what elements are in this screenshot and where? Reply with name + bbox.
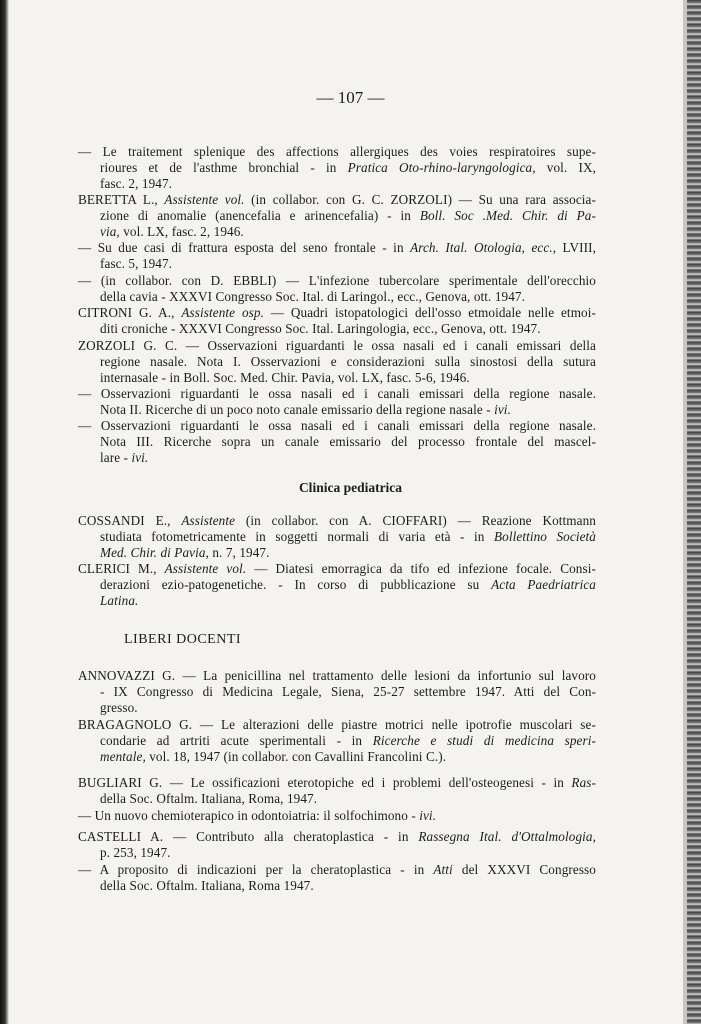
text: n. 7, 1947. xyxy=(208,545,270,560)
text: — Diatesi emorragica da tifo ed infezione focale. Consi- xyxy=(246,561,596,576)
text: ANNOVAZZI G. — La penicillina nel trattamento delle lesioni da infortunio sul lavoro xyxy=(78,668,596,683)
text: — A proposito di indicazioni per la cheratoplastica - in xyxy=(78,862,434,877)
entry-line xyxy=(78,338,596,354)
text: (in collabor. con A. CIOFFARI) — Reazione Kottmann xyxy=(235,513,596,528)
text: - IX Congresso di Medicina Legale, Siena, 25-27 settembre 1947. Atti del Con- xyxy=(100,684,596,699)
text: della Soc. Oftalm. Italiana, Roma 1947. xyxy=(100,878,314,893)
entry-line xyxy=(100,402,596,418)
text: fasc. 2, 1947. xyxy=(100,176,173,191)
entry-line xyxy=(100,845,596,861)
entry-line xyxy=(100,577,596,593)
text: (in collabor. con G. C. ZORZOLI) — Su una rara associa- xyxy=(244,192,597,207)
text: BUGLIARI G. — Le ossificazioni eterotopiche ed i problemi dell'osteogenesi - in xyxy=(78,775,572,790)
text: regione nasale. Nota I. Osservazioni e considerazioni sulla sinostosi della sutura xyxy=(100,354,596,369)
text: zione di anomalie (anencefalia e arinencefalia) - in xyxy=(100,208,420,223)
entry-line xyxy=(100,208,596,224)
section-heading-liberi-docenti: LIBERI DOCENTI xyxy=(124,632,242,647)
entry-line xyxy=(100,878,596,894)
entry-line xyxy=(78,829,596,845)
italic-text: Atti xyxy=(433,862,453,877)
entry-line xyxy=(78,273,596,289)
text: del XXXVI Congresso xyxy=(452,862,596,877)
italic-text: Med. Chir. di Pavia, xyxy=(100,545,209,560)
text: diti croniche - XXXVI Congresso Soc. Ital. Laringologia, ecc., Genova, ott. 1947. xyxy=(100,321,541,336)
entry-line xyxy=(100,321,596,337)
italic-text: ivi. xyxy=(419,808,437,823)
italic-text: via, xyxy=(100,224,120,239)
entry-line xyxy=(100,545,596,561)
italic-text: Latina. xyxy=(100,593,139,608)
italic-text: Rassegna Ital. d'Ottalmologia, xyxy=(418,829,596,844)
text: CITRONI G. A., xyxy=(78,305,182,320)
italic-text: Assistente osp. xyxy=(181,305,264,320)
entry-line xyxy=(100,529,596,545)
entry-line xyxy=(78,862,596,878)
italic-text: mentale, xyxy=(100,749,146,764)
entry-line xyxy=(78,305,596,321)
text: CLERICI M., xyxy=(78,561,165,576)
entry-line xyxy=(100,684,596,700)
italic-text: Assistente xyxy=(181,513,236,528)
entry-line xyxy=(100,176,596,192)
italic-text: Acta Paedriatrica xyxy=(491,577,596,592)
scan-left-edge xyxy=(0,0,9,1024)
italic-text: Boll. Soc .Med. Chir. di Pa- xyxy=(419,208,596,223)
entry-line xyxy=(100,289,596,305)
text: Nota II. Ricerche di un poco noto canale emissario della regione nasale - xyxy=(100,402,495,417)
italic-text: ivi. xyxy=(494,402,511,417)
text: — Su due casi di frattura esposta del seno frontale - in xyxy=(78,240,411,255)
text: gresso. xyxy=(100,700,138,715)
entry-line xyxy=(78,808,596,824)
section-heading-clinica-pediatrica: Clinica pediatrica xyxy=(298,480,403,495)
entry-line xyxy=(78,561,596,577)
page-number: — 107 — xyxy=(316,88,385,107)
italic-text: Ricerche e studi di medicina speri- xyxy=(372,733,596,748)
scan-right-edge xyxy=(687,0,701,1024)
entry-line xyxy=(78,717,596,733)
text: — Le traitement splenique des affections allergiques des voies respiratoires supe- xyxy=(78,144,596,159)
italic-text: ivi. xyxy=(131,450,149,465)
italic-text: Ras- xyxy=(571,775,596,790)
text: rioures et de l'asthme bronchial - in xyxy=(100,160,348,175)
text: vol. IX, xyxy=(535,160,596,175)
text: derazioni ezio-patogenetiche. - In corso di pubblicazione su xyxy=(100,577,492,592)
text: — Un nuovo chemioterapico in odontoiatria: il solfochimono - xyxy=(78,808,420,823)
text: LVIII, xyxy=(556,240,596,255)
text: BRAGAGNOLO G. — Le alterazioni delle piastre motrici nelle ipotrofie muscolari se- xyxy=(78,717,596,732)
entry-line xyxy=(100,434,596,450)
entry-line xyxy=(100,450,596,466)
text: studiata fotometricamente in soggetti normali di varia età - in xyxy=(100,529,494,544)
text: ZORZOLI G. C. — Osservazioni riguardanti le ossa nasali ed i canali emissari della xyxy=(78,338,596,353)
italic-text: Assistente vol. xyxy=(164,561,247,576)
entry-line xyxy=(100,370,596,386)
entry-line xyxy=(100,700,596,716)
entry-line xyxy=(100,593,596,609)
entry-line xyxy=(100,160,596,176)
text: della cavia - XXXVI Congresso Soc. Ital. di Laringol., ecc., Genova, ott. 1947. xyxy=(100,289,526,304)
italic-text: Arch. Ital. Otologia, ecc., xyxy=(410,240,557,255)
entry-line xyxy=(78,775,596,791)
entry-line xyxy=(100,256,596,272)
italic-text: Pratica Oto-rhino-laryngologica, xyxy=(347,160,536,175)
text: internasale - in Boll. Soc. Med. Chir. Pavia, vol. LX, fasc. 5-6, 1946. xyxy=(100,370,470,385)
text: p. 253, 1947. xyxy=(100,845,171,860)
text: COSSANDI E., xyxy=(78,513,182,528)
entry-line xyxy=(100,354,596,370)
entry-line xyxy=(100,749,596,765)
text: — (in collabor. con D. EBBLI) — L'infezione tubercolare sperimentale dell'orecchio xyxy=(78,273,596,288)
entry-line xyxy=(78,240,596,256)
text: vol. 18, 1947 (in collabor. con Cavallini Francolini C.). xyxy=(145,749,447,764)
entry-line xyxy=(78,513,596,529)
text: — Osservazioni riguardanti le ossa nasali ed i canali emissari della regione nasale. xyxy=(78,386,596,401)
entry-line xyxy=(100,733,596,749)
text: — Osservazioni riguardanti le ossa nasali ed i canali emissari della regione nasale. xyxy=(78,418,596,433)
entry-line xyxy=(100,791,596,807)
text: condarie ad artriti acute sperimentali - in xyxy=(100,733,373,748)
entry-line xyxy=(78,668,596,684)
text: della Soc. Oftalm. Italiana, Roma, 1947. xyxy=(100,791,318,806)
italic-text: Bollettino Società xyxy=(493,529,596,544)
text: vol. LX, fasc. 2, 1946. xyxy=(119,224,244,239)
text: lare - xyxy=(100,450,132,465)
entry-line xyxy=(78,386,596,402)
italic-text: Assistente vol. xyxy=(164,192,245,207)
text: Nota III. Ricerche sopra un canale emissario del processo frontale del mascel- xyxy=(100,434,596,449)
text: fasc. 5, 1947. xyxy=(100,256,173,271)
entry-line xyxy=(78,144,596,160)
text: CASTELLI A. — Contributo alla cheratoplastica - in xyxy=(78,829,419,844)
entry-line xyxy=(78,418,596,434)
text: — Quadri istopatologici dell'osso etmoidale nelle etmoi- xyxy=(263,305,596,320)
text: BERETTA L., xyxy=(78,192,165,207)
entry-line xyxy=(78,192,596,208)
entry-line xyxy=(100,224,596,240)
